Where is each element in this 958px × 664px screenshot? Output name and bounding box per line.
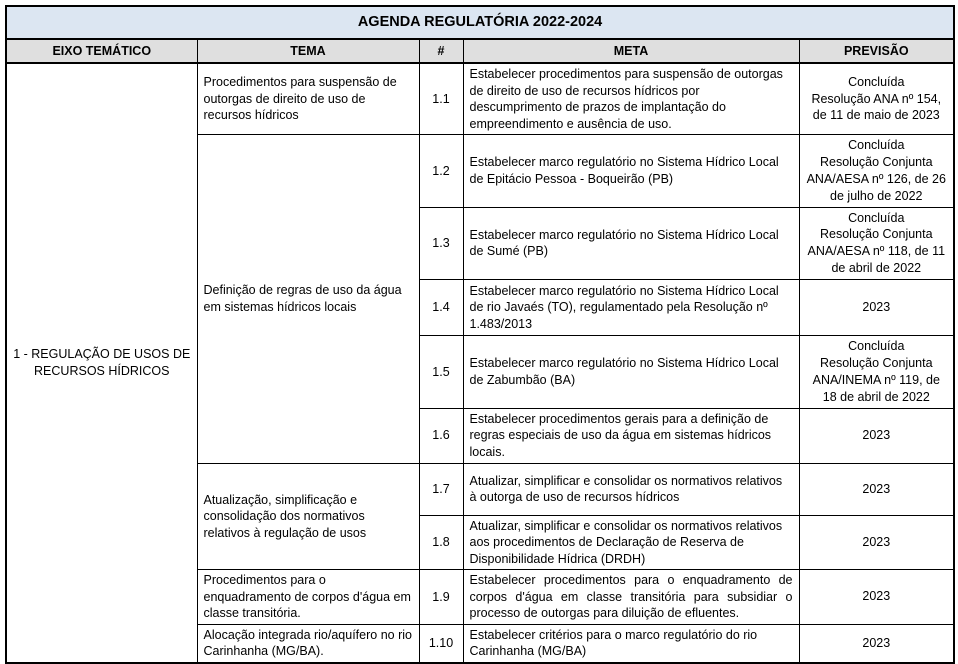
column-header-row <box>6 39 954 63</box>
numero-cell: 1.1 <box>419 63 463 135</box>
numero-cell: 1.7 <box>419 463 463 515</box>
previsao-status: 2023 <box>862 589 891 604</box>
previsao-cell <box>799 207 954 280</box>
numero-cell: 1.5 <box>419 336 463 409</box>
previsao-cell <box>799 63 954 135</box>
meta-cell: Estabelecer marco regulatório no Sistema Hídrico Local de Sumé (PB) <box>463 207 799 280</box>
table-row-1-1 <box>6 63 954 135</box>
column-header-tema: TEMA <box>197 39 419 63</box>
previsao-detail: Resolução Conjunta ANA/AESA nº 118, de 11 de abril de 2022 <box>807 227 946 276</box>
previsao-status: Concluída <box>848 138 905 152</box>
previsao-status: 2023 <box>862 481 891 496</box>
meta-cell: Estabelecer procedimentos para suspensão de outorgas de direito de uso de recursos hídricos por descumprimento de prazos de implantação do empreendimento e ausência de uso. <box>463 63 799 135</box>
numero-cell: 1.6 <box>419 408 463 463</box>
previsao-cell <box>799 135 954 208</box>
previsao-cell <box>799 463 954 515</box>
previsao-status: Concluída <box>848 210 905 225</box>
numero-cell: 1.2 <box>419 135 463 208</box>
tema-cell-suspensao-outorgas: Procedimentos para suspensão de outorgas de direito de uso de recursos hídricos <box>197 63 419 135</box>
previsao-cell <box>799 624 954 663</box>
previsao-detail: Resolução ANA nº 154, de 11 de maio de 2023 <box>811 91 942 123</box>
previsao-cell <box>799 280 954 336</box>
meta-cell: Estabelecer critérios para o marco regulatório do rio Carinhanha (MG/BA) <box>463 624 799 663</box>
previsao-cell <box>799 408 954 463</box>
numero-cell: 1.3 <box>419 207 463 280</box>
previsao-cell <box>799 515 954 570</box>
previsao-cell <box>799 570 954 625</box>
column-header-numero: # <box>419 39 463 63</box>
numero-cell: 1.8 <box>419 515 463 570</box>
previsao-status: 2023 <box>862 428 891 443</box>
tema-cell-atualizacao-normativos: Atualização, simplificação e consolidação dos normativos relativos à regulação de usos <box>197 463 419 570</box>
column-header-meta: META <box>463 39 799 63</box>
previsao-detail: Resolução Conjunta ANA/AESA nº 126, de 26 de julho de 2022 <box>806 154 946 203</box>
previsao-status: 2023 <box>862 635 891 650</box>
meta-cell: Estabelecer procedimentos gerais para a definição de regras especiais de uso da água em sistemas hídricos locais. <box>463 408 799 463</box>
eixo-tematico-cell: 1 - REGULAÇÃO DE USOS DE RECURSOS HÍDRICOS <box>6 63 197 663</box>
page-title: AGENDA REGULATÓRIA 2022-2024 <box>6 6 954 39</box>
column-header-previsao: PREVISÃO <box>799 39 954 63</box>
meta-cell: Atualizar, simplificar e consolidar os normativos relativos aos procedimentos de Declaração de Reserva de Disponibilidade Hídrica (DRDH) <box>463 515 799 570</box>
numero-cell: 1.4 <box>419 280 463 336</box>
meta-cell: Atualizar, simplificar e consolidar os normativos relativos à outorga de uso de recursos hídricos <box>463 463 799 515</box>
column-header-eixo-tematico: EIXO TEMÁTICO <box>6 39 197 63</box>
previsao-status: Concluída <box>848 74 905 89</box>
tema-cell-definicao-regras: Definição de regras de uso da água em sistemas hídricos locais <box>197 135 419 464</box>
previsao-status: 2023 <box>862 534 891 549</box>
title-row <box>6 6 954 39</box>
previsao-status: 2023 <box>862 300 891 315</box>
meta-cell: Estabelecer marco regulatório no Sistema Hídrico Local de rio Javaés (TO), regulamentado pela Resolução nº 1.483/2013 <box>463 280 799 336</box>
numero-cell: 1.10 <box>419 624 463 663</box>
previsao-status: Concluída <box>848 339 905 353</box>
tema-cell-alocacao-integrada: Alocação integrada rio/aquífero no rio Carinhanha (MG/BA). <box>197 624 419 663</box>
agenda-regulatoria-table <box>5 5 955 664</box>
meta-cell: Estabelecer procedimentos para o enquadramento de corpos d'água em classe transitória para subsidiar o processo de outorgas para diluição de efluentes. <box>463 570 799 625</box>
tema-cell-enquadramento-corpos-agua: Procedimentos para o enquadramento de corpos d'água em classe transitória. <box>197 570 419 625</box>
numero-cell: 1.9 <box>419 570 463 625</box>
meta-cell: Estabelecer marco regulatório no Sistema Hídrico Local de Zabumbão (BA) <box>463 336 799 409</box>
previsao-cell <box>799 336 954 409</box>
previsao-detail: Resolução Conjunta ANA/INEMA nº 119, de 18 de abril de 2022 <box>812 355 940 404</box>
meta-cell: Estabelecer marco regulatório no Sistema Hídrico Local de Epitácio Pessoa - Boqueirão (PB) <box>463 135 799 208</box>
